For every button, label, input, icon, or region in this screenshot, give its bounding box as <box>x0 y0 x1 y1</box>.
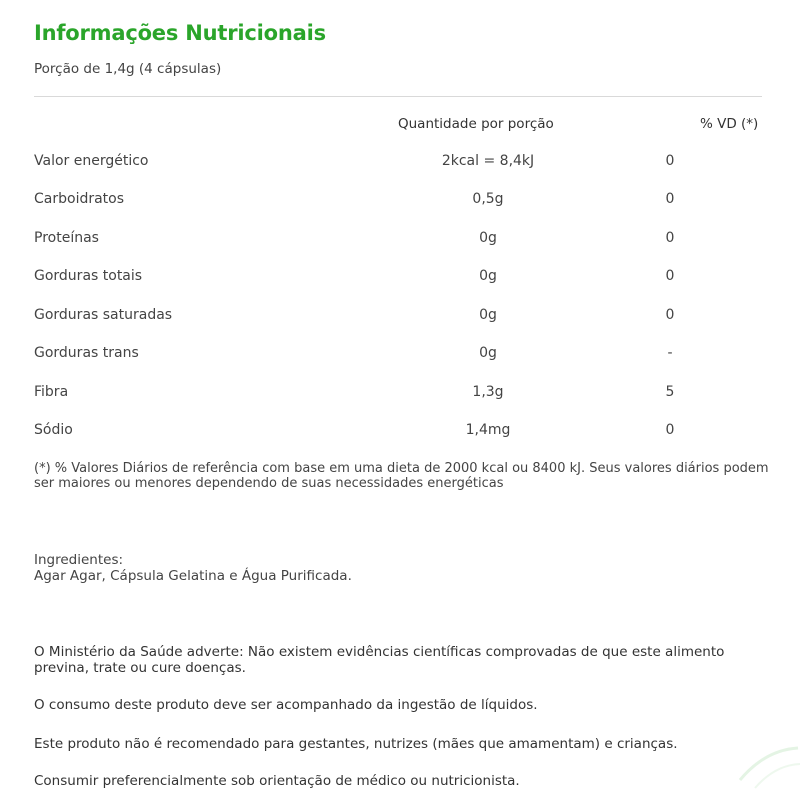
health-warning: O Ministério da Saúde adverte: Não existem evidências científicas comprovadas de que este alimento previna, trate ou cure doenças. <box>34 644 725 676</box>
nutrient-daily-value: 0 <box>665 230 675 246</box>
nutrient-name: Gorduras totais <box>34 268 143 284</box>
table-row <box>0 268 800 290</box>
table-row <box>0 345 800 367</box>
nutrient-quantity: 0g <box>479 307 497 323</box>
daily-value-footnote: (*) % Valores Diários de referência com base em uma dieta de 2000 kcal ou 8400 kJ. Seus valores diários podem ser maiores ou menores dependendo de suas necessidades energéticas <box>34 461 769 491</box>
nutrient-quantity: 1,4mg <box>465 422 511 438</box>
liquid-intake-note: O consumo deste produto deve ser acompanhado da ingestão de líquidos. <box>34 697 538 713</box>
medical-guidance-note: Consumir preferencialmente sob orientação de médico ou nutricionista. <box>34 773 520 789</box>
table-row <box>0 422 800 444</box>
nutrient-quantity: 0g <box>479 345 497 361</box>
nutrient-name: Fibra <box>34 384 69 400</box>
nutrient-quantity: 0g <box>479 268 497 284</box>
nutrient-daily-value: 0 <box>665 268 675 284</box>
page-title: Informações Nutricionais <box>34 21 326 45</box>
serving-size: Porção de 1,4g (4 cápsulas) <box>34 61 222 77</box>
nutrient-name: Gorduras trans <box>34 345 139 361</box>
table-row <box>0 191 800 213</box>
nutrient-name: Sódio <box>34 422 73 438</box>
column-header-daily-value: % VD (*) <box>700 116 759 132</box>
nutrient-daily-value: 0 <box>665 422 675 438</box>
nutrient-daily-value: - <box>667 345 673 361</box>
nutrient-name: Gorduras saturadas <box>34 307 173 323</box>
nutrient-quantity: 0,5g <box>472 191 504 207</box>
ingredients-title: Ingredientes: <box>34 552 124 568</box>
divider <box>34 96 762 97</box>
nutrient-daily-value: 0 <box>665 307 675 323</box>
ingredients-text: Agar Agar, Cápsula Gelatina e Água Purificada. <box>34 568 352 584</box>
nutrient-daily-value: 5 <box>665 384 675 400</box>
nutrient-daily-value: 0 <box>665 153 675 169</box>
table-row <box>0 230 800 252</box>
nutrient-daily-value: 0 <box>665 191 675 207</box>
table-row <box>0 153 800 175</box>
nutrient-quantity: 0g <box>479 230 497 246</box>
table-row <box>0 307 800 329</box>
nutrient-quantity: 2kcal = 8,4kJ <box>441 153 535 169</box>
nutrient-name: Carboidratos <box>34 191 125 207</box>
restriction-note: Este produto não é recomendado para gestantes, nutrizes (mães que amamentam) e crianças. <box>34 736 678 752</box>
table-row <box>0 384 800 406</box>
nutrient-name: Valor energético <box>34 153 149 169</box>
nutrient-quantity: 1,3g <box>472 384 504 400</box>
nutrient-name: Proteínas <box>34 230 99 246</box>
column-header-quantity: Quantidade por porção <box>398 116 554 132</box>
